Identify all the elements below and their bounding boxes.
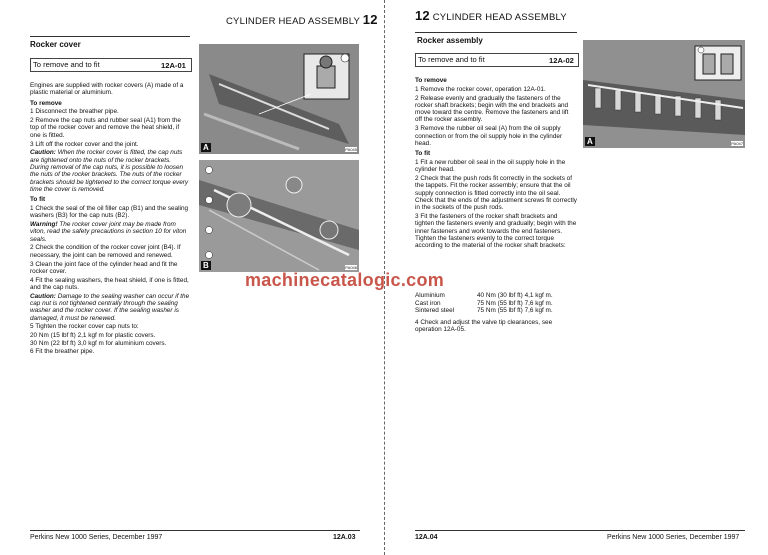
table-cell-value: 75 Nm (55 lbf ft) 7,6 kgf m. bbox=[477, 299, 553, 307]
figure-reference: PA047 bbox=[731, 141, 743, 146]
remove-step: 1 Remove the rocker cover, operation 12A-01. bbox=[415, 85, 546, 93]
remove-step: 2 Remove the cap nuts and rubber seal (A1) from the top of the rocker cover and remove the heat shield, if one is fitted. bbox=[30, 117, 181, 139]
figure-rocker-cover bbox=[199, 44, 359, 154]
header-title: CYLINDER HEAD ASSEMBLY bbox=[432, 12, 567, 23]
operation-code: 12A-02 bbox=[549, 56, 574, 65]
footer-rule bbox=[30, 530, 360, 531]
remove-heading: To remove bbox=[415, 77, 447, 84]
rocker-cover-illustration bbox=[199, 44, 359, 154]
page-number: 12A.03 bbox=[333, 534, 356, 541]
caution-text: Damage to the sealing washer can occur if the cap nut is not tightened centrally through the sealing washer and the rocker cover. If the sealing washer is damaged, it must be renewed. bbox=[30, 292, 190, 322]
chapter-number: 12 bbox=[415, 8, 430, 23]
torque-line: 20 Nm (15 lbf ft) 2,1 kgf m for plastic covers. bbox=[30, 332, 156, 340]
figure-label: A bbox=[587, 137, 593, 146]
left-page-header bbox=[226, 12, 378, 27]
right-page bbox=[387, 0, 768, 555]
section-title: Rocker assembly bbox=[417, 36, 483, 45]
fit-step: 1 Check the seal of the oil filler cap (B1) and the sealing washers (B3) for the cap nuts (B2). bbox=[30, 204, 189, 220]
fit-step: 4 Fit the sealing washers, the heat shield, if one is fitted, and the cap nuts. bbox=[30, 276, 189, 291]
figure-label: A bbox=[203, 143, 209, 152]
fit-step: 3 Fit the fasteners of the rocker shaft brackets and tighten the fasteners evenly and gradually; begin with the inner fasteners and work towards the end fasteners. Tighten the fasteners evenly to the correct torque according to the material of the rocker shaft brackets: bbox=[415, 213, 577, 250]
chapter-number: 12 bbox=[362, 12, 378, 27]
remove-step: 3 Lift off the rocker cover and the joint. bbox=[30, 140, 139, 148]
fit-step: 2 Check the condition of the rocker cover joint (B4). If necessary, the joint can be removed and renewed. bbox=[30, 244, 181, 259]
right-body-text-end bbox=[415, 319, 577, 335]
fit-step: 2 Check that the push rods fit correctly in the sockets of the tappets. Fit the rocker assembly; ensure that the oil supply connection is fitted correctly into the oil seal. Check that the ends of the adjustment screws fit correctly in the sockets of the push rods. bbox=[415, 175, 577, 212]
figure-label: B bbox=[203, 261, 209, 270]
table-cell-material: Sintered steel bbox=[415, 307, 455, 315]
rocker-cover-seals-illustration bbox=[199, 160, 359, 272]
footer-rule bbox=[415, 530, 745, 531]
right-page-header bbox=[415, 8, 567, 23]
fit-step: 1 Fit a new rubber oil seal in the oil supply hole in the cylinder head. bbox=[415, 158, 566, 174]
figure-reference: PA046 bbox=[345, 265, 357, 270]
rocker-assembly-illustration bbox=[583, 40, 745, 148]
table-cell-value: 40 Nm (30 lbf ft) 4,1 kgf m. bbox=[477, 292, 553, 299]
footer-text: Perkins New 1000 Series, December 1997 bbox=[607, 534, 740, 541]
figure-reference: PA045 bbox=[345, 147, 357, 152]
table-cell-value: 75 Nm (55 lbf ft) 7,6 kgf m. bbox=[477, 307, 553, 315]
fit-heading: To fit bbox=[415, 150, 431, 158]
warning-label: Warning! bbox=[30, 221, 58, 229]
caution-text: When the rocker cover is fitted, the cap nuts are tightened onto the nuts of the rocker brackets. During removal of the cap nuts, it is possible to loosen the nuts of the rocker brackets. The nuts of the rocker brackets should be tightened to the correct torque every time the cover is removed. bbox=[30, 149, 189, 193]
remove-step: 2 Release evenly and gradually the fasteners of the rocker shaft brackets; begin with the end brackets and move toward the centre. Remove the fasteners and lift off the rocker assembly. bbox=[415, 94, 569, 124]
fit-step: 4 Check and adjust the valve tip clearances, see operation 12A-05. bbox=[415, 319, 553, 334]
right-body-text bbox=[415, 74, 577, 251]
warning-text: The rocker cover joint may be made from viton, read the safety precautions in section 10 for viton seals. bbox=[30, 221, 187, 243]
torque-table bbox=[415, 292, 553, 315]
section-rule bbox=[30, 36, 190, 37]
table-row bbox=[415, 300, 553, 308]
section-title: Rocker cover bbox=[30, 40, 81, 49]
fit-heading: To fit bbox=[30, 196, 46, 204]
figure-rocker-assembly bbox=[583, 40, 745, 148]
left-body-text bbox=[30, 82, 190, 357]
header-title: CYLINDER HEAD ASSEMBLY bbox=[226, 16, 360, 27]
remove-step: 1 Disconnect the breather pipe. bbox=[30, 108, 119, 116]
table-row bbox=[415, 292, 553, 300]
fit-step: 5 Tighten the rocker cover cap nuts to: bbox=[30, 323, 139, 331]
page-number: 12A.04 bbox=[415, 534, 438, 541]
fit-step: 3 Clean the joint face of the cylinder head and fit the rocker cover. bbox=[30, 260, 178, 275]
watermark: machinecatalogic.com bbox=[245, 270, 445, 290]
caution-label: Caution: bbox=[30, 292, 56, 300]
intro-paragraph: Engines are supplied with rocker covers (A) made of a plastic material or aluminium. bbox=[30, 82, 184, 97]
fit-step: 6 Fit the breather pipe. bbox=[30, 348, 95, 356]
remove-heading: To remove bbox=[30, 99, 62, 107]
torque-line: 30 Nm (22 lbf ft) 3,0 kgf m for aluminium covers. bbox=[30, 339, 167, 347]
table-cell-material: Cast iron bbox=[415, 299, 441, 307]
operation-code: 12A-01 bbox=[161, 61, 186, 70]
operation-label: To remove and to fit bbox=[418, 55, 485, 64]
footer-text: Perkins New 1000 Series, December 1997 bbox=[30, 534, 163, 541]
table-row bbox=[415, 307, 553, 315]
remove-step: 3 Remove the rubber oil seal (A) from the oil supply connection or from the oil supply hole in the cylinder head. bbox=[415, 125, 563, 147]
caution-label: Caution: bbox=[30, 149, 56, 157]
figure-rocker-cover-seals bbox=[199, 160, 359, 272]
operation-label: To remove and to fit bbox=[33, 60, 100, 69]
table-cell-material: Aluminium bbox=[415, 292, 445, 299]
section-rule bbox=[415, 32, 577, 33]
